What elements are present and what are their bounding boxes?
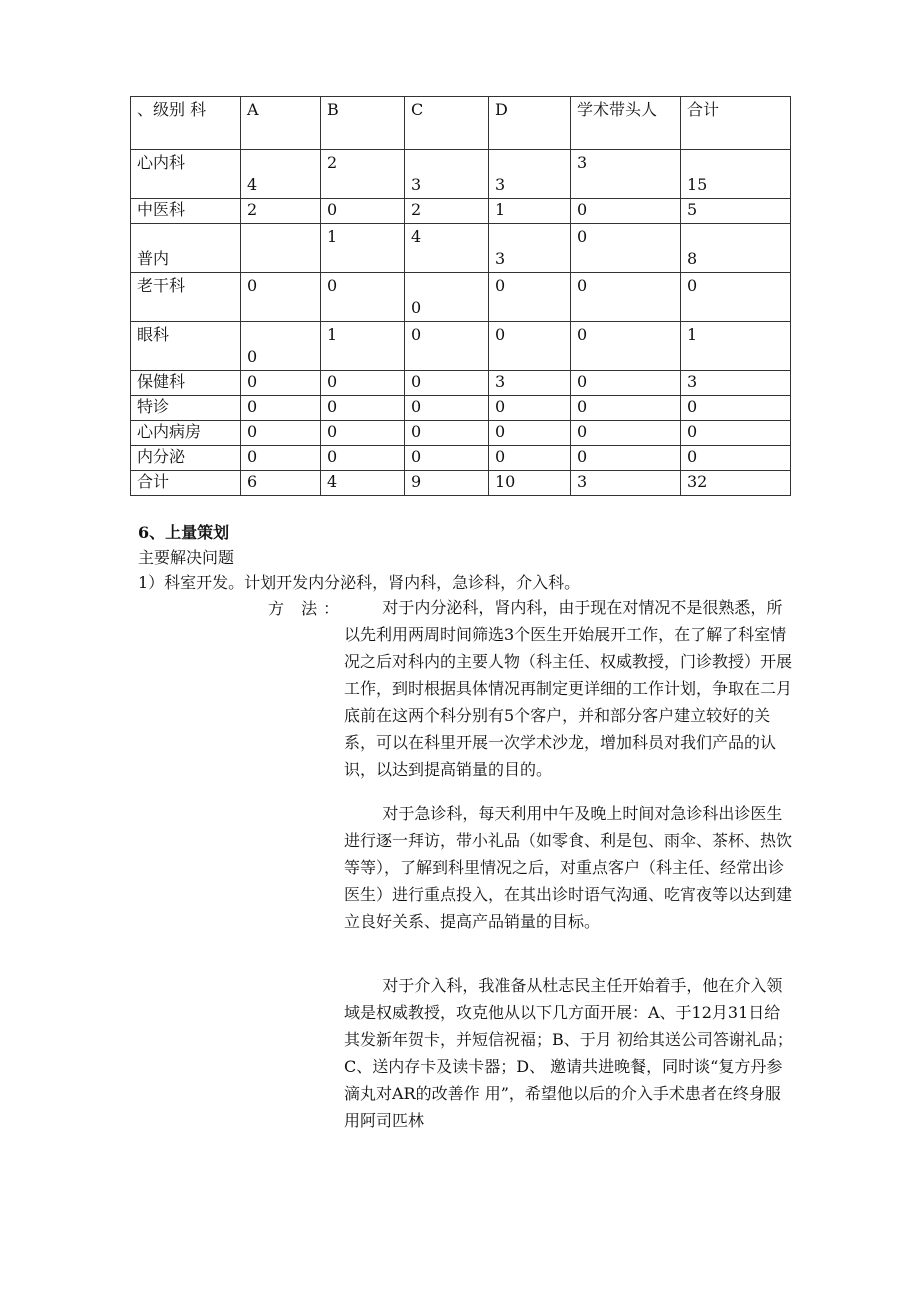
value-cell: 0 bbox=[241, 371, 321, 396]
value-cell: 5 bbox=[681, 199, 791, 224]
dept-cell: 心内病房 bbox=[131, 421, 241, 446]
department-level-table bbox=[130, 96, 791, 496]
value-cell: 0 bbox=[241, 396, 321, 421]
dept-cell: 普内 bbox=[131, 224, 241, 273]
value-cell: 1 bbox=[321, 322, 405, 371]
method-label: 方 法： bbox=[268, 599, 346, 618]
paragraph-endocrine: 对于内分泌科，肾内科，由于现在对情况不是很熟悉，所以先利用两周时间筛选3个医生开始展开工作，在了解了科室情况之后对科内的主要人物（科主任、权威教授，门诊教授）开展工作，到时根据具体情况再制定更详细的工作计划，争取在二月底前在这两个科分别有5个客户，并和部分客户建立较好的关系，可以在科里开展一次学术沙龙，增加科员对我们产品的认识，以达到提高销量的目的。 bbox=[344, 598, 793, 779]
table-row bbox=[131, 199, 791, 224]
header-cell: C bbox=[405, 97, 489, 150]
header-cell: 学术带头人 bbox=[571, 97, 681, 150]
dept-cell: 特诊 bbox=[131, 396, 241, 421]
value-cell: 6 bbox=[241, 471, 321, 496]
value-cell: 4 bbox=[241, 150, 321, 199]
value-cell: 1 bbox=[489, 199, 571, 224]
value-cell: 0 bbox=[571, 273, 681, 322]
value-cell: 0 bbox=[405, 371, 489, 396]
table-row bbox=[131, 273, 791, 322]
value-cell: 1 bbox=[321, 224, 405, 273]
table-row bbox=[131, 150, 791, 199]
value-cell: 3 bbox=[489, 371, 571, 396]
value-cell: 0 bbox=[489, 396, 571, 421]
value-cell: 0 bbox=[321, 273, 405, 322]
value-cell: 0 bbox=[571, 371, 681, 396]
value-cell: 0 bbox=[681, 446, 791, 471]
table-row bbox=[131, 224, 791, 273]
value-cell: 0 bbox=[571, 224, 681, 273]
value-cell: 0 bbox=[571, 446, 681, 471]
header-cell: B bbox=[321, 97, 405, 150]
dept-cell: 眼科 bbox=[131, 322, 241, 371]
value-cell: 0 bbox=[241, 446, 321, 471]
value-cell: 0 bbox=[489, 273, 571, 322]
header-cell: 合计 bbox=[681, 97, 791, 150]
value-cell: 0 bbox=[571, 322, 681, 371]
dept-cell: 内分泌 bbox=[131, 446, 241, 471]
value-cell: 3 bbox=[571, 471, 681, 496]
value-cell: 3 bbox=[489, 150, 571, 199]
value-cell: 0 bbox=[681, 273, 791, 322]
value-cell: 0 bbox=[489, 421, 571, 446]
section-subheading: 主要解决问题 bbox=[138, 548, 235, 567]
value-cell: 9 bbox=[405, 471, 489, 496]
value-cell: 4 bbox=[321, 471, 405, 496]
value-cell bbox=[241, 224, 321, 273]
value-cell: 0 bbox=[241, 421, 321, 446]
value-cell: 0 bbox=[321, 371, 405, 396]
value-cell: 3 bbox=[681, 371, 791, 396]
value-cell: 3 bbox=[571, 150, 681, 199]
value-cell: 0 bbox=[405, 446, 489, 471]
table-row bbox=[131, 446, 791, 471]
section-heading: 6、上量策划 bbox=[138, 523, 230, 542]
header-cell: 、级别 科 bbox=[131, 97, 241, 150]
dept-cell: 心内科 bbox=[131, 150, 241, 199]
table-row bbox=[131, 421, 791, 446]
value-cell: 0 bbox=[405, 322, 489, 371]
value-cell: 0 bbox=[241, 273, 321, 322]
item-1: 1）科室开发。计划开发内分泌科，肾内科，急诊科，介入科。 bbox=[138, 573, 581, 592]
paragraph-emergency: 对于急诊科，每天利用中午及晚上时间对急诊科出诊医生进行逐一拜访，带小礼品（如零食、利是包、雨伞、茶杯、热饮等等），了解到科里情况之后，对重点客户（科主任、经常出诊医生）进行重点投入，在其出诊时语气沟通、吃宵夜等以达到建立良好关系、提高产品销量的目标。 bbox=[344, 804, 793, 931]
table-row bbox=[131, 396, 791, 421]
value-cell: 0 bbox=[681, 421, 791, 446]
value-cell: 0 bbox=[571, 421, 681, 446]
value-cell: 0 bbox=[321, 421, 405, 446]
value-cell: 0 bbox=[405, 396, 489, 421]
value-cell: 32 bbox=[681, 471, 791, 496]
dept-cell: 保健科 bbox=[131, 371, 241, 396]
value-cell: 3 bbox=[489, 224, 571, 273]
value-cell: 1 bbox=[681, 322, 791, 371]
value-cell: 10 bbox=[489, 471, 571, 496]
value-cell: 0 bbox=[321, 446, 405, 471]
value-cell: 0 bbox=[571, 199, 681, 224]
header-cell: A bbox=[241, 97, 321, 150]
value-cell: 0 bbox=[241, 322, 321, 371]
value-cell: 2 bbox=[241, 199, 321, 224]
value-cell: 0 bbox=[321, 396, 405, 421]
value-cell: 2 bbox=[405, 199, 489, 224]
dept-cell: 老干科 bbox=[131, 273, 241, 322]
value-cell: 3 bbox=[405, 150, 489, 199]
paragraph-interventional: 对于介入科，我准备从杜志民主任开始着手，他在介入领域是权威教授，攻克他从以下几方面开展：A、于12月31日给其发新年贺卡，并短信祝福；B、于月 初给其送公司答谢礼品；C、送内存卡及读卡器；D、 邀请共进晚餐，同时谈“复方丹参滴丸对AR的改善作 用”，希望他以后的介入手术患者在终身服用阿司匹林 bbox=[344, 976, 793, 1130]
table-row bbox=[131, 322, 791, 371]
dept-cell: 合计 bbox=[131, 471, 241, 496]
value-cell: 0 bbox=[489, 322, 571, 371]
value-cell: 0 bbox=[405, 273, 489, 322]
value-cell: 2 bbox=[321, 150, 405, 199]
header-cell: D bbox=[489, 97, 571, 150]
value-cell: 8 bbox=[681, 224, 791, 273]
table-total-row bbox=[131, 471, 791, 496]
value-cell: 0 bbox=[405, 421, 489, 446]
value-cell: 4 bbox=[405, 224, 489, 273]
value-cell: 0 bbox=[321, 199, 405, 224]
value-cell: 0 bbox=[681, 396, 791, 421]
value-cell: 15 bbox=[681, 150, 791, 199]
value-cell: 0 bbox=[571, 396, 681, 421]
table-header-row bbox=[131, 97, 791, 150]
dept-cell: 中医科 bbox=[131, 199, 241, 224]
value-cell: 0 bbox=[489, 446, 571, 471]
table-row bbox=[131, 371, 791, 396]
